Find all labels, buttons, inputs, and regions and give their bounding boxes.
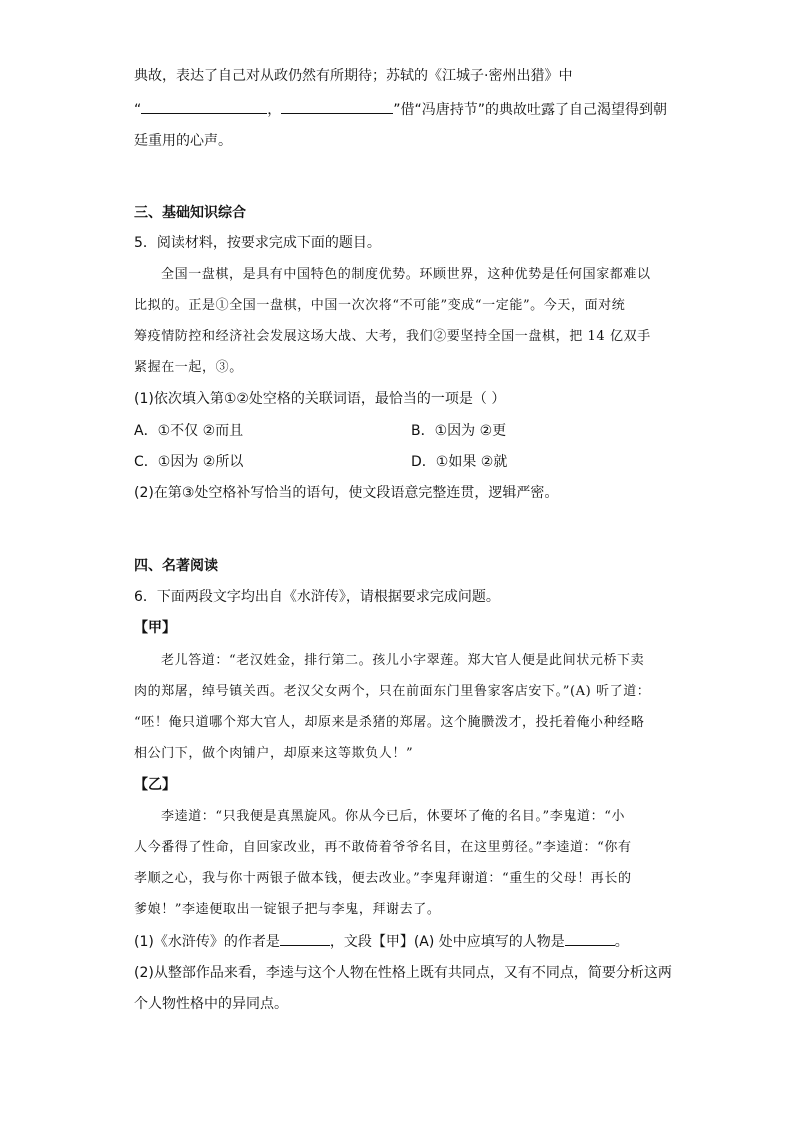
passage-line: 紧握在一起，③。: [134, 360, 243, 375]
passage-line: 肉的郑屠，绰号镇关西。老汉父女两个，只在前面东门里鲁家客店安下。”(A) 听了道：: [134, 684, 651, 699]
intro-line-1: 典故，表达了自己对从政仍然有所期待；苏轼的《江城子·密州出猎》中: [134, 68, 573, 84]
passage-label-yi: 【乙】: [134, 777, 176, 793]
intro-line-3: 廷重用的心声。: [134, 133, 232, 149]
passage-line: 比拟的。正是①全国一盘棋，中国一次次将“不可能”变成“一定能”。今天，面对统: [134, 298, 626, 313]
option-b[interactable]: B．①因为 ②更: [411, 423, 507, 439]
author-answer-blank[interactable]: [280, 931, 330, 946]
intro-line-2-rest: ”借“冯唐持节”的典故吐露了自己渴望得到朝: [393, 102, 668, 118]
question-5-sub-2: (2)在第③处空格补写恰当的语句，使文段语意完整连贯，逻辑严密。: [134, 485, 559, 501]
sub-1-part-c: 。: [614, 934, 629, 950]
passage-line: 全国一盘棋，是具有中国特色的制度优势。环顾世界，这种优势是任何国家都难以: [161, 267, 651, 282]
passage-line: 相公门下，做个肉铺户，却原来这等欺负人！”: [134, 746, 414, 761]
passage-line: 人今番得了性命，自回家改业，再不敢倚着爷爷名目，在这里剪径。”李逵道：“你有: [134, 840, 632, 855]
sub-1-part-b: ，文段【甲】(A) 处中应填写的人物是: [329, 934, 565, 950]
passage-line: 筹疫情防控和经济社会发展这场大战、大考，我们②要坚持全国一盘棋，把 14 亿双手: [134, 329, 651, 344]
question-6-sub-1: [134, 931, 629, 952]
question-5-sub-1: (1)依次填入第①②处空格的关联词语，最恰当的一项是（ ）: [134, 391, 506, 407]
question-6-sub-2-cont: 个人物性格中的异同点。: [134, 996, 288, 1012]
answer-blank[interactable]: [141, 99, 267, 114]
passage-line: “呸！俺只道哪个郑大官人，却原来是杀猪的郑屠。这个腌臜泼才，投托着俺小种经略: [134, 715, 645, 730]
option-d[interactable]: D．①如果 ②就: [411, 454, 508, 470]
question-6-sub-2: (2)从整部作品来看，李逵与这个人物在性格上既有共同点，又有不同点，简要分析这两: [134, 965, 672, 981]
section-3-heading: 三、基础知识综合: [134, 205, 246, 221]
section-4-heading: 四、名著阅读: [134, 558, 218, 574]
passage-label-jia: 【甲】: [134, 620, 176, 636]
passage-line: 孝顺之心，我与你十两银子做本钱，便去改业。”李鬼拜谢道：“重生的父母！再长的: [134, 871, 632, 886]
question-6-stem: 6．下面两段文字均出自《水浒传》，请根据要求完成问题。: [134, 589, 500, 605]
open-quote: “: [134, 102, 142, 118]
passage-line: 李逵道：“只我便是真黑旋风。你从今已后，休要坏了俺的名目。”李鬼道：“小: [161, 809, 626, 824]
sub-1-part-a: (1)《水浒传》的作者是: [134, 934, 280, 950]
passage-line: 爹娘！”李逵便取出一锭银子把与李鬼，拜谢去了。: [134, 902, 441, 917]
comma: ，: [267, 102, 282, 118]
passage-line: 老儿答道：“老汉姓金，排行第二。孩儿小字翠莲。郑大官人便是此间状元桥下卖: [161, 653, 645, 668]
intro-line-2: [134, 99, 667, 120]
option-a[interactable]: A．①不仅 ②而且: [134, 423, 244, 439]
option-c[interactable]: C．①因为 ②所以: [134, 454, 244, 470]
answer-blank[interactable]: [281, 99, 393, 114]
character-answer-blank[interactable]: [565, 931, 615, 946]
question-5-stem: 5．阅读材料，按要求完成下面的题目。: [134, 235, 381, 251]
